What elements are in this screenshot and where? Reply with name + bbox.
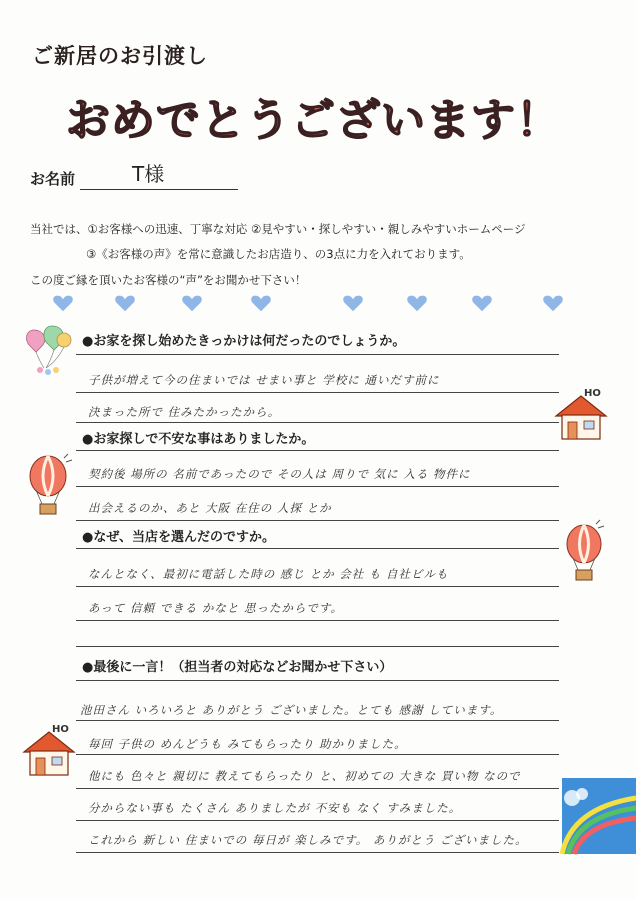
heart-icon <box>342 292 364 314</box>
rule <box>76 646 559 647</box>
rule <box>76 852 559 853</box>
answer-2-line-1: 契約後 場所の 名前であったので その人は 周りで 気に 入る 物件に <box>88 467 471 481</box>
rule <box>76 422 559 423</box>
heart-icon <box>52 292 74 314</box>
rule <box>76 620 559 621</box>
answer-4-line-4: 分からない事も たくさん ありましたが 不安も なく すみました。 <box>88 801 462 815</box>
question-3: ●なぜ、当店を選んだのですか。 <box>82 530 275 545</box>
answer-4-line-3: 他にも 色々と 親切に 教えてもらったり と、初めての 大きな 買い物 なので <box>88 769 521 783</box>
rule <box>76 754 559 755</box>
intro-line-1: 当社では、①お客様への迅速、丁寧な対応 ②見やすい・探しやすい・親しみやすいホームページ <box>30 222 526 236</box>
svg-text:HO: HO <box>584 388 601 399</box>
heart-icon <box>250 292 272 314</box>
answer-4-line-5: これから 新しい 住まいでの 毎日が 楽しみです。 ありがとう ございました。 <box>88 833 528 847</box>
intro-line-3: この度ご縁を頂いたお客様の“声”をお聞かせ下さい！ <box>30 273 307 287</box>
rule <box>76 680 559 681</box>
hot-air-balloon-icon <box>24 452 74 518</box>
question-2: ●お家探しで不安な事はありましたか。 <box>82 432 315 447</box>
rule <box>76 586 559 587</box>
rule <box>76 520 559 521</box>
heart-icon <box>114 292 136 314</box>
rule <box>76 548 559 549</box>
rule <box>76 720 559 721</box>
rule <box>76 486 559 487</box>
rule <box>76 354 559 355</box>
house-icon <box>554 384 610 444</box>
house-icon <box>22 720 78 780</box>
intro-line-2: ③《お客様の声》を常に意識したお店造り、の3点に力を入れております。 <box>86 247 471 261</box>
answer-3-line-2: あって 信頼 できる かなと 思ったからです。 <box>88 601 343 615</box>
header-subtitle: ご新居のお引渡し <box>32 44 208 68</box>
rule <box>76 788 559 789</box>
heart-icon <box>471 292 493 314</box>
rule <box>76 392 559 393</box>
answer-1-line-1: 子供が増えて今の住まいでは せまい事と 学校に 通いだす前に <box>88 373 440 387</box>
name-label: お名前 <box>30 170 76 188</box>
name-value: T様 <box>132 162 165 186</box>
header-title: おめでとうございます！ <box>66 95 561 146</box>
answer-4-line-1: 池田さん いろいろと ありがとう ございました。とても 感謝 しています。 <box>80 703 503 717</box>
question-1: ●お家を探し始めたきっかけは何だったのでしょうか。 <box>82 334 406 349</box>
rainbow-icon <box>562 778 636 854</box>
answer-1-line-2: 決まった所で 住みたかったから。 <box>88 405 281 419</box>
question-4: ●最後に一言！（担当者の対応などお聞かせ下さい） <box>82 660 393 675</box>
heart-icon <box>406 292 428 314</box>
svg-text:HO: HO <box>52 724 69 735</box>
heart-icon <box>542 292 564 314</box>
hot-air-balloon-icon <box>564 518 614 584</box>
answer-2-line-2: 出会えるのか、あと 大阪 在住の 人探 とか <box>88 501 332 515</box>
heart-icon <box>181 292 203 314</box>
name-underline <box>80 189 238 190</box>
rule <box>76 450 559 451</box>
answer-3-line-1: なんとなく、最初に電話した時の 感じ とか 会社 も 自社ビルも <box>88 567 449 581</box>
answer-4-line-2: 毎回 子供の めんどうも みてもらったり 助かりました。 <box>88 737 407 751</box>
balloons-icon <box>20 322 78 380</box>
rule <box>76 820 559 821</box>
